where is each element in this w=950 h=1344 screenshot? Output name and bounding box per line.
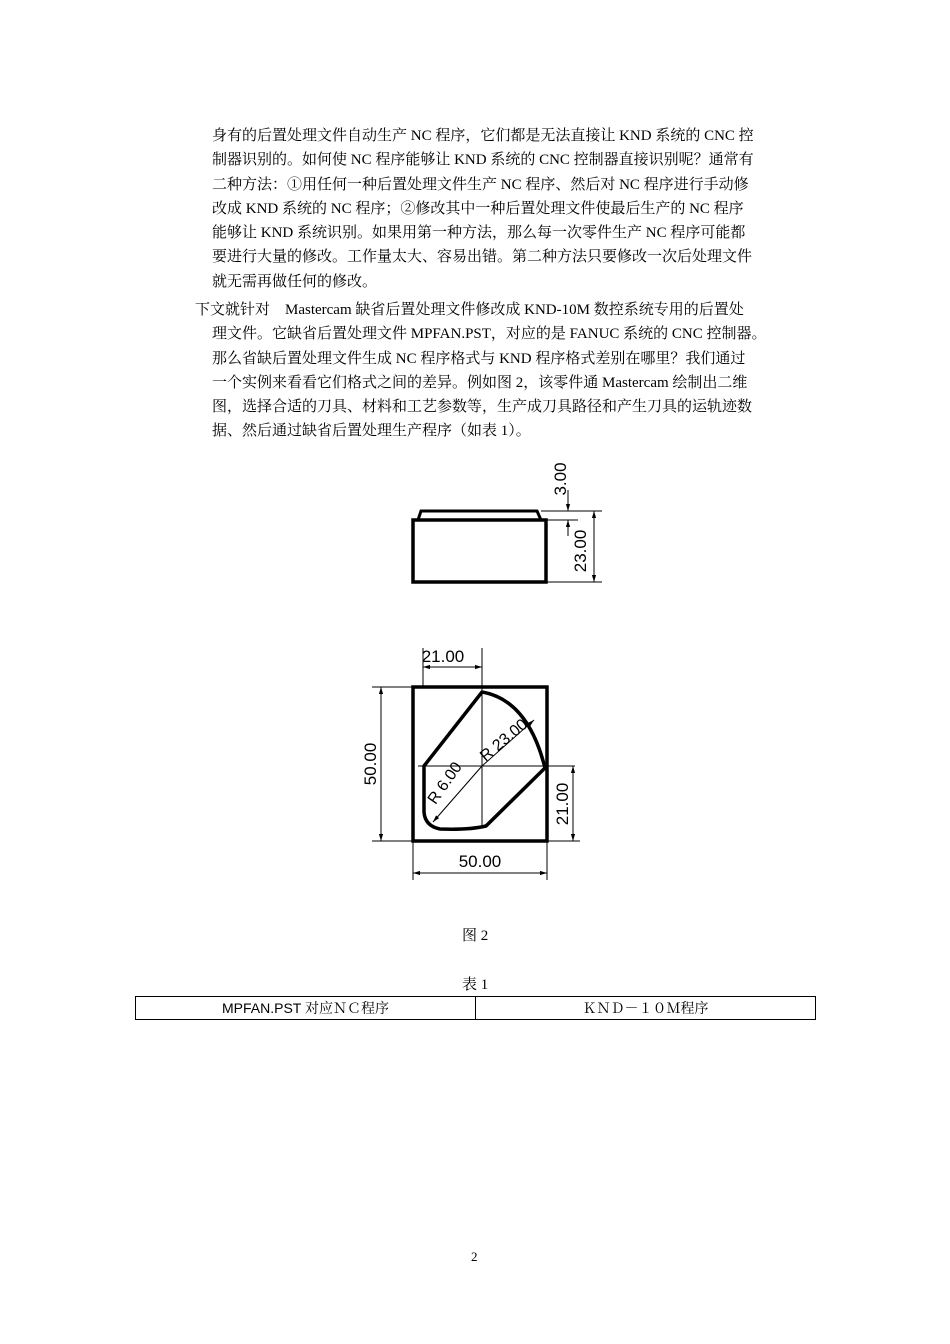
text-line: 二种方法：①用任何一种后置处理文件生产 NC 程序、然后对 NC 程序进行手动修 <box>212 176 749 193</box>
dim-top-width: 21.00 <box>421 647 465 666</box>
text-line: 能够让 KND 系统识别。如果用第一种方法，那么每一次零件生产 NC 程序可能都 <box>212 225 746 242</box>
dim-part-height: 23.00 <box>571 529 590 573</box>
text-line: 据、然后通过缺省后置处理生产程序（如表 1）。 <box>212 423 531 440</box>
text-line: 一个实例来看看它们格式之间的差异。例如图 2，该零件通 Mastercam 绘制出二维 <box>212 374 748 391</box>
paragraph-2 <box>195 298 767 444</box>
part-body <box>413 520 546 582</box>
program-comparison-table <box>135 996 816 1020</box>
text-line: 制器识别的。如何使 NC 程序能够让 KND 系统的 CNC 控制器直接识别呢？通常有 <box>212 152 754 169</box>
text-line: 理文件。它缺省后置处理文件 MPFAN.PST，对应的是 FANUC 系统的 CNC 控制器。 <box>212 326 767 343</box>
text-line: 要进行大量的修改。工作量太大、容易出错。第二种方法只要修改一次后处理文件 <box>212 249 753 266</box>
dim-radius-small: R 6.00 <box>424 759 466 808</box>
dim-radius-large: R 23.00 <box>477 716 532 766</box>
paragraph-1 <box>212 124 754 294</box>
text-line: 下文就针对 Mastercam 缺省后置处理文件修改成 KND-10M 数控系统专用的后置处 <box>195 302 744 318</box>
part-drawing <box>340 450 610 890</box>
outer-square <box>413 687 547 841</box>
figure-caption: 图 2 <box>462 928 489 944</box>
text-line: 身有的后置处理文件自动生产 NC 程序，它们都是无法直接让 KND 系统的 CNC 控 <box>212 128 754 144</box>
top-view <box>361 647 580 880</box>
dim-left-height: 50.00 <box>361 742 380 786</box>
dim-right-height: 21.00 <box>553 782 572 826</box>
dim-step-height: 3.00 <box>551 462 570 496</box>
text-line: 改成 KND 系统的 NC 程序；②修改其中一种后置处理文件使最后生产的 NC 程序 <box>212 200 744 217</box>
table-header-mpfan: MPFAN.PST 对应ＮＣ程序 <box>136 997 476 1020</box>
dim-bottom-width: 50.00 <box>458 852 502 871</box>
page-number: 2 <box>471 1249 478 1264</box>
table-header-knd: ＫＮＤ－１０Ｍ程序 <box>476 997 816 1020</box>
text-line: 图，选择合适的刀具、材料和工艺参数等，生产成刀具路径和产生刀具的运轨迹数 <box>212 399 753 416</box>
side-view <box>413 462 602 582</box>
text-line: 那么省缺后置处理文件生成 NC 程序格式与 KND 程序格式差别在哪里？我们通过 <box>212 350 746 367</box>
table-row <box>136 997 816 1020</box>
table-caption: 表 1 <box>462 977 489 993</box>
text-line: 就无需再做任何的修改。 <box>212 273 378 290</box>
